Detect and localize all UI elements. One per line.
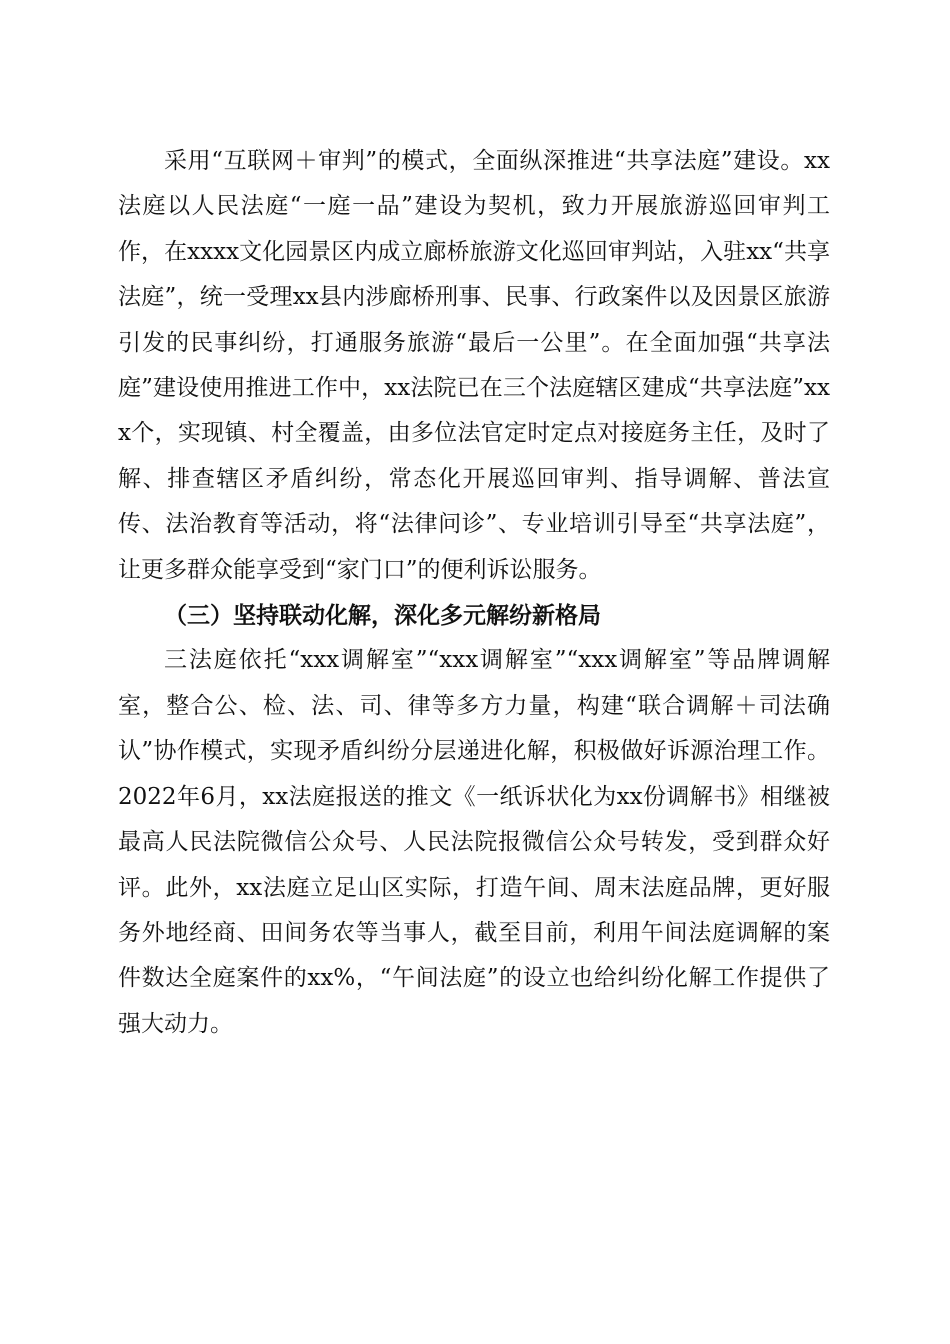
section-heading: （三）坚持联动化解，深化多元解纷新格局 xyxy=(164,602,601,630)
document-body xyxy=(118,139,830,1047)
body-paragraph: 三法庭依托“xxx调解室”“xxx调解室”“xxx调解室”等品牌调解室，整合公、检、法、司、律等多方力量，构建“联合调解＋司法确认”协作模式，实现矛盾纠纷分层递进化解，积极做好诉源治理工作。2022年6月，xx法庭报送的推文《一纸诉状化为xx份调解书》相继被最高人民法院微信公众号、人民法院报微信公众号转发，受到群众好评。此外，xx法庭立足山区实际，打造午间、周末法庭品牌，更好服务外地经商、田间务农等当事人，截至目前，利用午间法庭调解的案件数达全庭案件的xx%，“午间法庭”的设立也给纠纷化解工作提供了强大动力。 xyxy=(118,647,830,1037)
body-paragraph: 采用“互联网＋审判”的模式，全面纵深推进“共享法庭”建设。xx法庭以人民法庭“一庭一品”建设为契机，致力开展旅游巡回审判工作，在xxxx文化园景区内成立廊桥旅游文化巡回审判站，入驻xx“共享法庭”，统一受理xx县内涉廊桥刑事、民事、行政案件以及因景区旅游引发的民事纠纷，打通服务旅游“最后一公里”。在全面加强“共享法庭”建设使用推进工作中，xx法院已在三个法庭辖区建成“共享法庭”xxx个，实现镇、村全覆盖，由多位法官定时定点对接庭务主任，及时了解、排查辖区矛盾纠纷，常态化开展巡回审判、指导调解、普法宣传、法治教育等活动，将“法律问诊”、专业培训引导至“共享法庭”，让更多群众能享受到“家门口”的便利诉讼服务。 xyxy=(118,148,830,583)
